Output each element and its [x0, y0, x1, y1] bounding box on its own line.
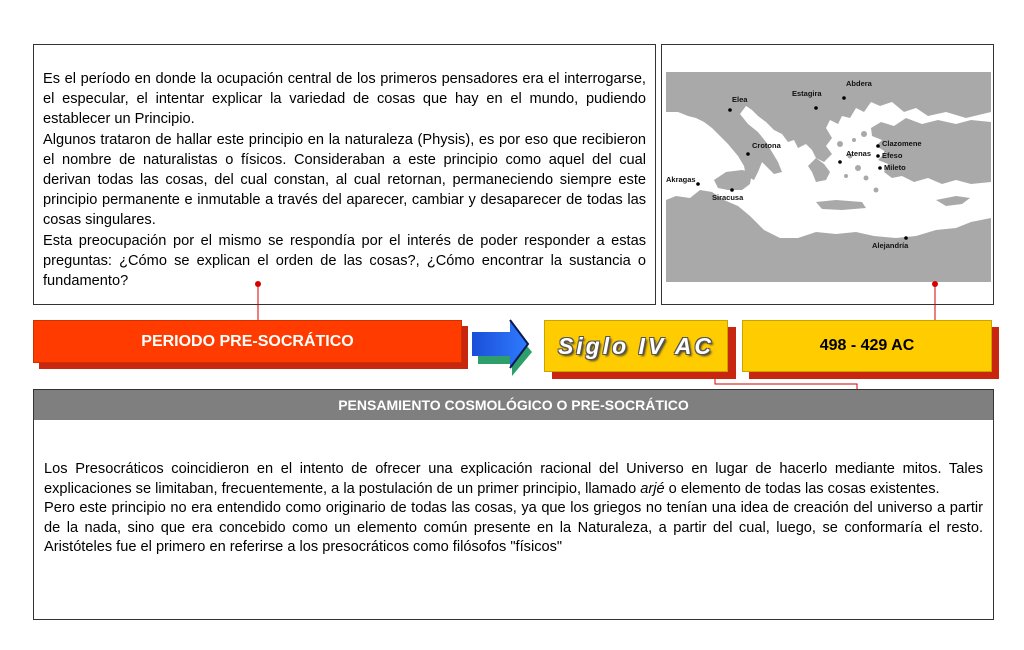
section-header: PENSAMIENTO COSMOLÓGICO O PRE-SOCRÁTICO: [34, 390, 993, 420]
arrow-right-icon: [472, 318, 534, 384]
intro-paragraph-1: Es el período en donde la ocupación central de los primeros pensadores era el interrogarse, el especular, el intentar explicar la variedad de cosas que hay en el mundo, pudiendo establecer un Principio.: [43, 71, 646, 128]
map-label-crotona: Crotona: [752, 141, 781, 150]
map-label-estagira: Estagira: [792, 89, 822, 98]
map-label-alejandria: Alejandría: [872, 241, 909, 250]
paragraph-text: o elemento de todas las cosas existentes.: [664, 480, 940, 497]
cosmological-thought-box: [33, 389, 994, 620]
map-label-mileto: Mileto: [884, 163, 906, 172]
period-label: PERIODO PRE-SOCRÁTICO: [33, 320, 462, 363]
period-block: [33, 320, 469, 370]
bottom-paragraph-1: [44, 460, 983, 499]
map-label-akragas: Akragas: [666, 175, 696, 184]
century-block: [544, 320, 736, 379]
years-block: [742, 320, 999, 379]
map-label-abdera: Abdera: [846, 79, 872, 88]
bottom-paragraph-2: Pero este principio no era entendido como originario de todas las cosas, ya que los griegos no tenían una idea de creación del universo a partir de la nada, sino que era concebido como un elemento común presente en la Naturaleza, a partir del cual, luego, se conformaría el resto. Aristóteles fue el primero en referirse a los presocráticos como filósofos "físicos": [44, 500, 983, 556]
map-label-efeso: Éfeso: [882, 151, 903, 160]
map-label-siracusa: Siracusa: [712, 193, 744, 202]
paragraph-text: Los Presocráticos coincidieron en el intento de ofrecer una explicación racional del Universo en lugar de hacerlo mediante mitos. Tales explicaciones se limitaban, frecuentemente, a la postulación de un primer principio, llamado: [44, 461, 983, 497]
years-label: 498 - 429 AC: [742, 320, 992, 372]
map-label-clazomene: Clazomene: [882, 139, 922, 148]
section-body: [44, 460, 983, 558]
map-label-elea: Elea: [732, 95, 748, 104]
century-label: Siglo IV AC: [557, 332, 715, 359]
intro-paragraph-2: Algunos trataron de hallar este principio en la naturaleza (Physis), es por eso que recibieron el nombre de naturalistas o físicos. Consideraban a este principio como aquel del cual derivan todas las cosas, del cual constan, al cual retornan, permaneciendo siempre este principio permanente e inmutable a través del aparecer, cambiar y desaparecer de todas las cosas singulares.: [43, 131, 646, 229]
intro-paragraph-3: Esta preocupación por el mismo se respondía por el interés de poder responder a estas preguntas: ¿Cómo se explican el orden de las cosas?, ¿Cómo encontrar la sustancia o fundamento?: [43, 232, 646, 290]
map-label-atenas: Atenas: [846, 149, 872, 158]
arje-term: arjé: [640, 480, 665, 497]
